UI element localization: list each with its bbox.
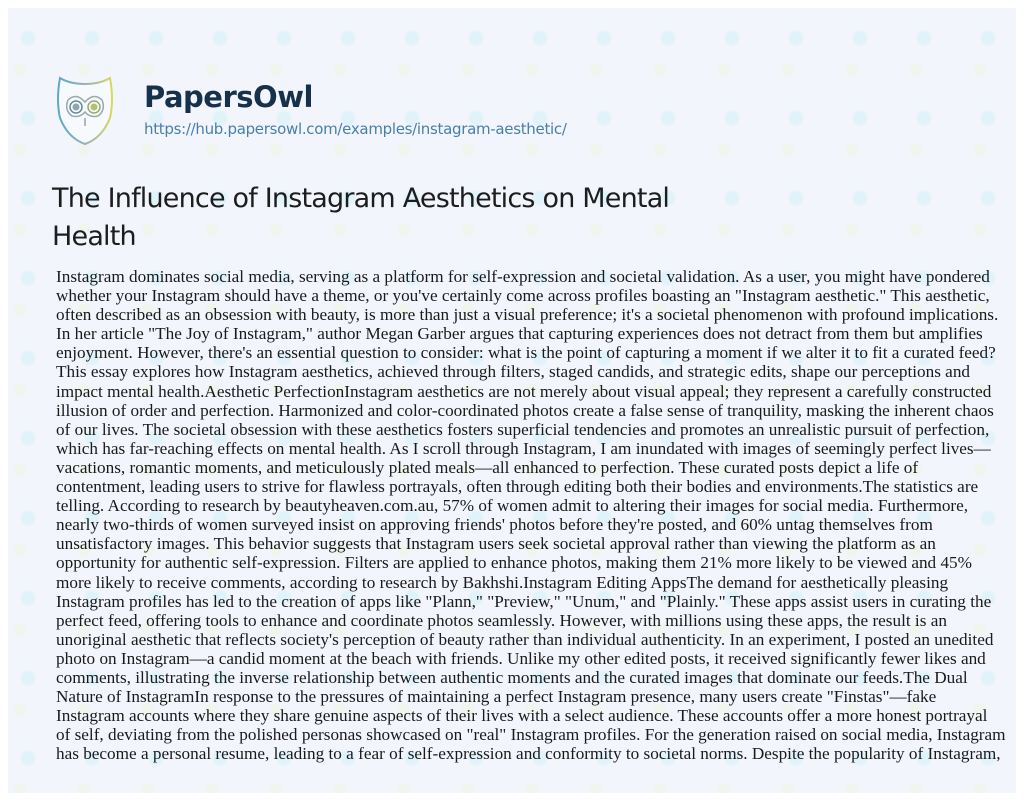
document-page <box>8 8 1016 793</box>
owl-logo-icon <box>50 70 120 146</box>
source-url-link[interactable]: https://hub.papersowl.com/examples/instagram-aesthetic/ <box>144 120 567 138</box>
essay-body: Instagram dominates social media, serving as a platform for self-expression and societal validation. As a user, you might have pondered whether your Instagram should have a theme, or you've certainly come across profiles boasting an "Instagram aesthetic." This aesthetic, often described as an obsession with beauty, is more than just a visual preference; it's a societal phenomenon with profound implications. In her article "The Joy of Instagram," author Megan Garber argues that capturing experiences does not detract from them but amplifies enjoyment. However, there's an essential question to consider: what is the point of capturing a moment if we alter it to fit a curated feed? This essay explores how Instagram aesthetics, achieved through filters, staged candids, and strategic edits, shape our perceptions and impact mental health.Aesthetic PerfectionInstagram aesthetics are not merely about visual appeal; they represent a carefully constructed illusion of order and perfection. Harmonized and color-coordinated photos create a false sense of tranquility, masking the inherent chaos of our lives. The societal obsession with these aesthetics fosters superficial tendencies and promotes an unrealistic pursuit of perfection, which has far-reaching effects on mental health. As I scroll through Instagram, I am inundated with images of seemingly perfect lives—vacations, romantic moments, and meticulously plated meals—all enhanced to perfection. These curated posts depict a life of contentment, leading users to strive for flawless portrayals, often through editing both their bodies and environments.The statistics are telling. According to research by beautyheaven.com.au, 57% of women admit to altering their images for social media. Furthermore, nearly two-thirds of women surveyed insist on approving friends' photos before they're posted, and 60% untag themselves from unsatisfactory images. This behavior suggests that Instagram users seek societal approval rather than viewing the platform as an opportunity for authentic self-expression. Filters are applied to enhance photos, making them 21% more likely to be viewed and 45% more likely to receive comments, according to research by Bakhshi.Instagram Editing AppsThe demand for aesthetically pleasing Instagram profiles has led to the creation of apps like "Plann," "Preview," "Unum," and "Plainly." These apps assist users in curating the perfect feed, offering tools to enhance and coordinate photos seamlessly. However, with millions using these apps, the result is an unoriginal aesthetic that reflects society's perception of beauty rather than individual authenticity. In an experiment, I posted an unedited photo on Instagram—a candid moment at the beach with friends. Unlike my other edited posts, it received significantly fewer likes and comments, illustrating the inverse relationship between authentic moments and the curated images that dominate our feeds.The Dual Nature of InstagramIn response to the pressures of maintaining a perfect Instagram presence, many users create "Finstas"—fake Instagram accounts where they share genuine aspects of their lives with a select audience. These accounts offer a more honest portrayal of self, deviating from the polished personas showcased on "real" Instagram profiles. For the generation raised on social media, Instagram has become a personal resume, leading to a fear of self-expression and conformity to societal norms. Despite the popularity of Instagram, <box>56 267 1006 764</box>
brand-block <box>144 70 567 138</box>
brand-name: PapersOwl <box>144 80 313 114</box>
header <box>50 70 567 146</box>
essay-title: The Influence of Instagram Aesthetics on Mental Health <box>52 183 670 252</box>
